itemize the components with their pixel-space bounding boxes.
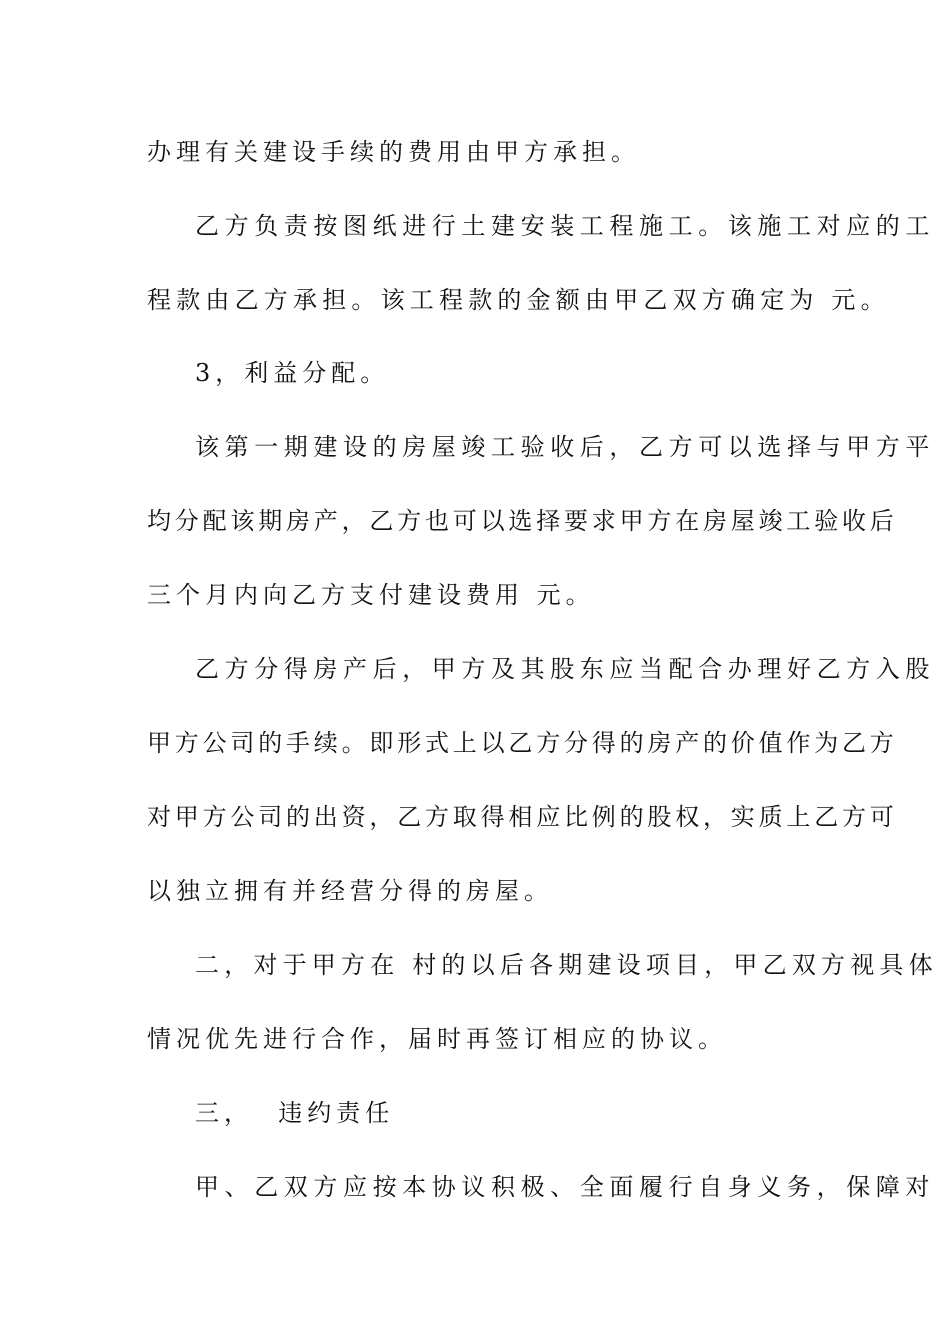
text-line-13: 情况优先进行合作，届时再签订相应的协议。 [147, 1025, 727, 1053]
section-heading-breach: 三， 违约责任 [195, 1099, 395, 1127]
text-line-6: 均分配该期房产，乙方也可以选择要求甲方在房屋竣工验收后 [147, 507, 898, 535]
text-line-8: 乙方分得房产后，甲方及其股东应当配合办理好乙方入股 [195, 655, 935, 683]
text-line-9: 甲方公司的手续。即形式上以乙方分得的房产的价值作为乙方 [147, 729, 898, 757]
text-line-1: 办理有关建设手续的费用由甲方承担。 [147, 138, 640, 166]
text-line-5: 该第一期建设的房屋竣工验收后，乙方可以选择与甲方平 [195, 433, 935, 461]
text-line-3: 程款由乙方承担。该工程款的金额由甲乙双方确定为 元。 [147, 286, 890, 314]
text-line-10: 对甲方公司的出资，乙方取得相应比例的股权，实质上乙方可 [147, 803, 898, 831]
text-line-11: 以独立拥有并经营分得的房屋。 [147, 877, 553, 905]
text-line-7: 三个月内向乙方支付建设费用 元。 [147, 581, 595, 609]
text-line-2: 乙方负责按图纸进行土建安装工程施工。该施工对应的工 [195, 212, 935, 240]
text-line-12: 二，对于甲方在 村的以后各期建设项目，甲乙双方视具体 [195, 951, 938, 979]
text-line-15: 甲、乙双方应按本协议积极、全面履行自身义务，保障对 [195, 1173, 935, 1201]
section-heading-3: 3，利益分配。 [195, 359, 390, 387]
